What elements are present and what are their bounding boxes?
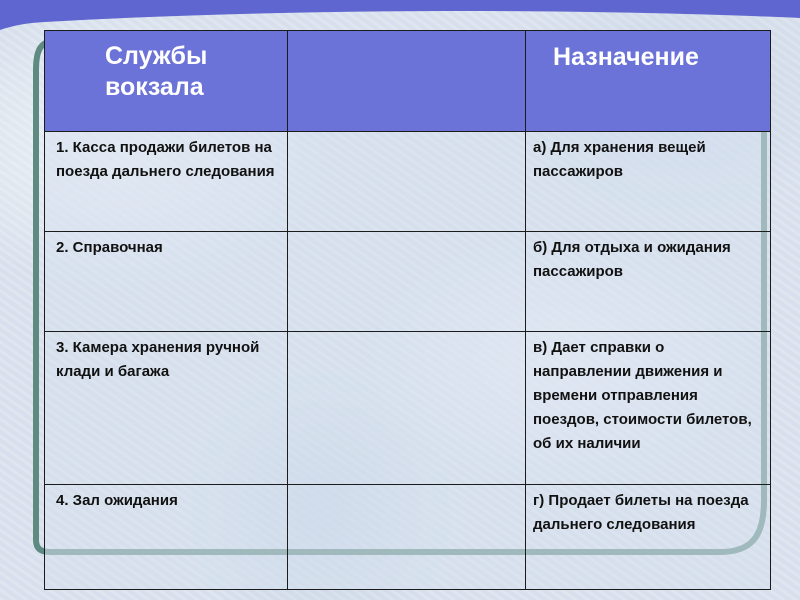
header-services	[45, 31, 288, 132]
purpose-cell	[526, 485, 771, 590]
middle-cell	[288, 132, 526, 232]
middle-cell	[288, 332, 526, 485]
table-row	[45, 232, 771, 332]
purpose-text: г) Продает билеты на поезда дальнего следования	[533, 492, 749, 533]
purpose-text: в) Дает справки о направлении движения и времени отправления поездов, стоимости билетов, об их наличии	[533, 339, 752, 452]
purpose-text: а) Для хранения вещей пассажиров	[533, 139, 706, 180]
service-text: 3. Камера хранения ручной клади и багажа	[56, 339, 260, 380]
header-middle	[288, 31, 526, 132]
service-cell	[45, 132, 288, 232]
purpose-cell	[526, 232, 771, 332]
services-table	[44, 30, 771, 590]
purpose-cell	[526, 132, 771, 232]
service-cell	[45, 232, 288, 332]
service-text: 2. Справочная	[56, 239, 163, 256]
service-text: 4. Зал ожидания	[56, 492, 178, 509]
table-row	[45, 485, 771, 590]
service-cell	[45, 332, 288, 485]
middle-cell	[288, 485, 526, 590]
header-purpose	[526, 31, 771, 132]
table-row	[45, 132, 771, 232]
purpose-text: б) Для отдыха и ожидания пассажиров	[533, 239, 731, 280]
swoosh-band	[0, 0, 800, 30]
service-cell	[45, 485, 288, 590]
purpose-cell	[526, 332, 771, 485]
header-purpose-label: Назначение	[553, 43, 699, 71]
middle-cell	[288, 232, 526, 332]
table-row	[45, 332, 771, 485]
table-header-row	[45, 31, 771, 132]
header-services-label: Службы вокзала	[105, 42, 208, 101]
service-text: 1. Касса продажи билетов на поезда дальнего следования	[56, 139, 275, 180]
